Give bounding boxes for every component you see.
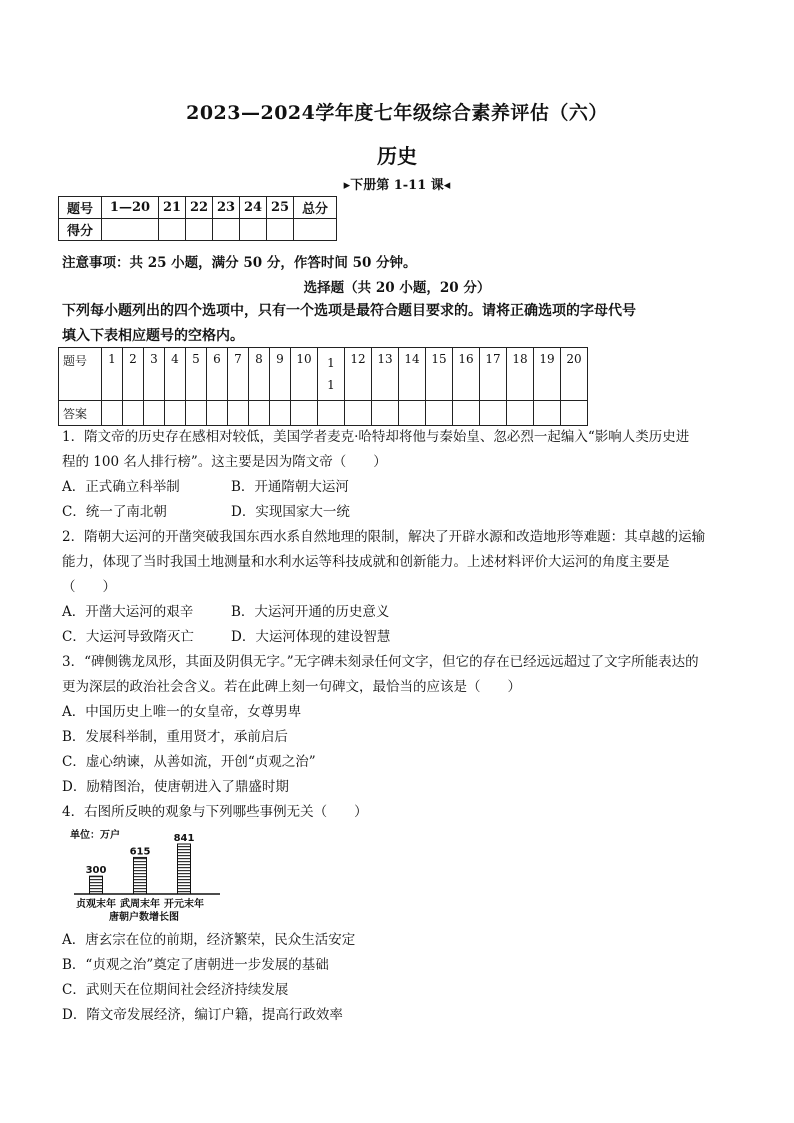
score-cell[interactable] [294, 219, 337, 241]
question-line: 更为深层的政治社会含义。若在此碑上刻一句碑文，最恰当的应该是（ ） [62, 679, 521, 695]
score-cell[interactable] [186, 219, 213, 241]
question-line: 4．右图所反映的观象与下列哪些事例无关（ ） [62, 804, 368, 820]
number-11-line2: 1 [327, 378, 335, 392]
answer-cell[interactable] [228, 401, 249, 426]
question-number-cell: 2 [123, 348, 144, 401]
answer-table [58, 347, 588, 426]
question-line: （ ） [62, 579, 116, 595]
chart-value-label: 300 [85, 865, 107, 877]
number-11-line1: 1 [327, 356, 335, 370]
answer-cell[interactable] [426, 401, 453, 426]
answer-row-label: 答案 [59, 401, 102, 426]
question-number-cell: 8 [249, 348, 270, 401]
question-number-cell: 18 [507, 348, 534, 401]
chart-bars [86, 833, 195, 894]
score-row-label: 得分 [59, 219, 102, 241]
question-4-option-d[interactable]: D．隋文帝发展经济，编订户籍，提高行政效率 [62, 1007, 343, 1023]
question-4-option-a[interactable]: A．唐玄宗在位的前期，经济繁荣，民众生活安定 [62, 932, 356, 948]
question-1-option-d[interactable]: D．实现国家大一统 [231, 504, 350, 520]
answer-cell[interactable] [249, 401, 270, 426]
chart-title: 唐朝户数增长图 [109, 912, 179, 923]
question-number-cell: 19 [534, 348, 561, 401]
chart-bar [134, 857, 147, 894]
score-cell[interactable] [240, 219, 267, 241]
question-2-option-a[interactable]: A．开凿大运河的艰辛 [62, 604, 194, 620]
question-2-option-d[interactable]: D．大运河体现的建设智慧 [231, 629, 391, 645]
answer-cell[interactable] [318, 401, 345, 426]
answer-cell[interactable] [270, 401, 291, 426]
score-header-cell: 题号 [59, 197, 102, 219]
answer-row-label: 题号 [59, 348, 102, 401]
subject-title: 历史 [377, 144, 417, 168]
question-line: 1．隋文帝的历史存在感相对较低，美国学者麦克·哈特却将他与秦始皇、忽必烈一起编入“影响人类历史进 [62, 429, 690, 445]
answer-cell[interactable] [291, 401, 318, 426]
instruction-line: 下列每小题列出的四个选项中，只有一个选项是最符合题目要求的。请将正确选项的字母代号 [62, 303, 636, 319]
question-4-option-b[interactable]: B．“贞观之治”奠定了唐朝进一步发展的基础 [62, 957, 329, 973]
answer-cell[interactable] [144, 401, 165, 426]
score-table-score-row [59, 219, 337, 241]
question-number-cell: 10 [291, 348, 318, 401]
answer-cell[interactable] [453, 401, 480, 426]
household-growth-chart [70, 828, 230, 928]
chart-value-label: 841 [173, 833, 195, 844]
question-number-cell-11 [318, 348, 345, 401]
score-header-cell: 21 [159, 197, 186, 219]
answer-cell[interactable] [534, 401, 561, 426]
question-number-cell: 1 [102, 348, 123, 401]
answer-cell[interactable] [102, 401, 123, 426]
question-3-option-a[interactable]: A．中国历史上唯一的女皇帝，女尊男卑 [62, 704, 302, 720]
score-cell[interactable] [102, 219, 159, 241]
question-3-option-d[interactable]: D．励精图治，使唐朝进入了鼎盛时期 [62, 779, 289, 795]
question-4-stem [62, 800, 742, 825]
score-header-cell: 25 [267, 197, 294, 219]
answer-cell[interactable] [207, 401, 228, 426]
score-table-header-row [59, 197, 337, 219]
question-number-cell: 20 [561, 348, 588, 401]
question-line: 程的 100 名人排行榜”。这主要是因为隋文帝（ ） [62, 454, 387, 470]
section-instruction [62, 299, 742, 349]
exam-title: 2023—2024学年度七年级综合素养评估（六） [186, 102, 608, 124]
answer-table-number-row [59, 348, 588, 401]
chart-unit-label: 单位：万户 [70, 830, 120, 841]
answer-cell[interactable] [480, 401, 507, 426]
question-line: 3．“碑侧镌龙凤形，其面及阴俱无字。”无字碑未刻录任何文字，但它的存在已经远远超过了文字所能表达的 [62, 654, 699, 670]
score-header-cell: 总分 [294, 197, 337, 219]
question-1-option-a[interactable]: A．正式确立科举制 [62, 479, 180, 495]
question-number-cell: 15 [426, 348, 453, 401]
score-table [58, 196, 337, 241]
question-2-option-b[interactable]: B．大运河开通的历史意义 [231, 604, 390, 620]
question-1-option-c[interactable]: C．统一了南北朝 [62, 504, 167, 520]
question-2-option-c[interactable]: C．大运河导致隋灭亡 [62, 629, 194, 645]
answer-cell[interactable] [561, 401, 588, 426]
score-cell[interactable] [267, 219, 294, 241]
question-number-cell: 7 [228, 348, 249, 401]
chart-category-label: 武周末年 [120, 899, 160, 910]
score-header-cell: 1—20 [102, 197, 159, 219]
answer-cell[interactable] [123, 401, 144, 426]
question-number-cell: 9 [270, 348, 291, 401]
answer-cell[interactable] [186, 401, 207, 426]
question-line: 2．隋朝大运河的开凿突破我国东西水系自然地理的限制，解决了开辟水源和改造地形等难题：其卓越的运输 [62, 529, 706, 545]
answer-table-answer-row [59, 401, 588, 426]
question-number-cell: 5 [186, 348, 207, 401]
question-number-cell: 13 [372, 348, 399, 401]
question-line: 能力，体现了当时我国土地测量和水利水运等科技成就和创新能力。上述材料评价大运河的角度主要是 [62, 554, 670, 570]
chart-bar [178, 844, 191, 894]
question-3-stem [62, 650, 742, 700]
question-1-stem [62, 425, 742, 475]
question-number-cell: 4 [165, 348, 186, 401]
question-number-cell: 6 [207, 348, 228, 401]
chart-value-label: 615 [129, 846, 151, 858]
score-cell[interactable] [159, 219, 186, 241]
question-number-cell: 3 [144, 348, 165, 401]
chart-bar [90, 876, 103, 894]
answer-cell[interactable] [165, 401, 186, 426]
chart-category-labels [76, 897, 204, 910]
question-number-cell: 17 [480, 348, 507, 401]
question-number-cell: 12 [345, 348, 372, 401]
question-4-option-c[interactable]: C．武则天在位期间社会经济持续发展 [62, 982, 289, 998]
chart-category-label: 开元末年 [164, 899, 204, 910]
question-number-cell: 14 [399, 348, 426, 401]
score-header-cell: 24 [240, 197, 267, 219]
chart-category-label: 贞观末年 [76, 899, 116, 910]
answer-cell[interactable] [507, 401, 534, 426]
question-3-option-c[interactable]: C．虚心纳谏，从善如流，开创“贞观之治” [62, 754, 316, 770]
question-1-option-b[interactable]: B．开通隋朝大运河 [231, 479, 349, 495]
score-header-cell: 23 [213, 197, 240, 219]
answer-cell[interactable] [372, 401, 399, 426]
question-2-stem [62, 525, 742, 600]
score-cell[interactable] [213, 219, 240, 241]
question-number-cell: 16 [453, 348, 480, 401]
answer-cell[interactable] [399, 401, 426, 426]
exam-notice: 注意事项：共 25 小题，满分 50 分，作答时间 50 分钟。 [62, 255, 417, 271]
instruction-line: 填入下表相应题号的空格内。 [62, 328, 244, 344]
question-3-option-b[interactable]: B．发展科举制，重用贤才，承前启后 [62, 729, 288, 745]
answer-cell[interactable] [345, 401, 372, 426]
section-title: 选择题（共 20 小题，20 分） [303, 280, 491, 296]
scope-note: ▸下册第 1-11 课◂ [343, 178, 451, 193]
score-header-cell: 22 [186, 197, 213, 219]
